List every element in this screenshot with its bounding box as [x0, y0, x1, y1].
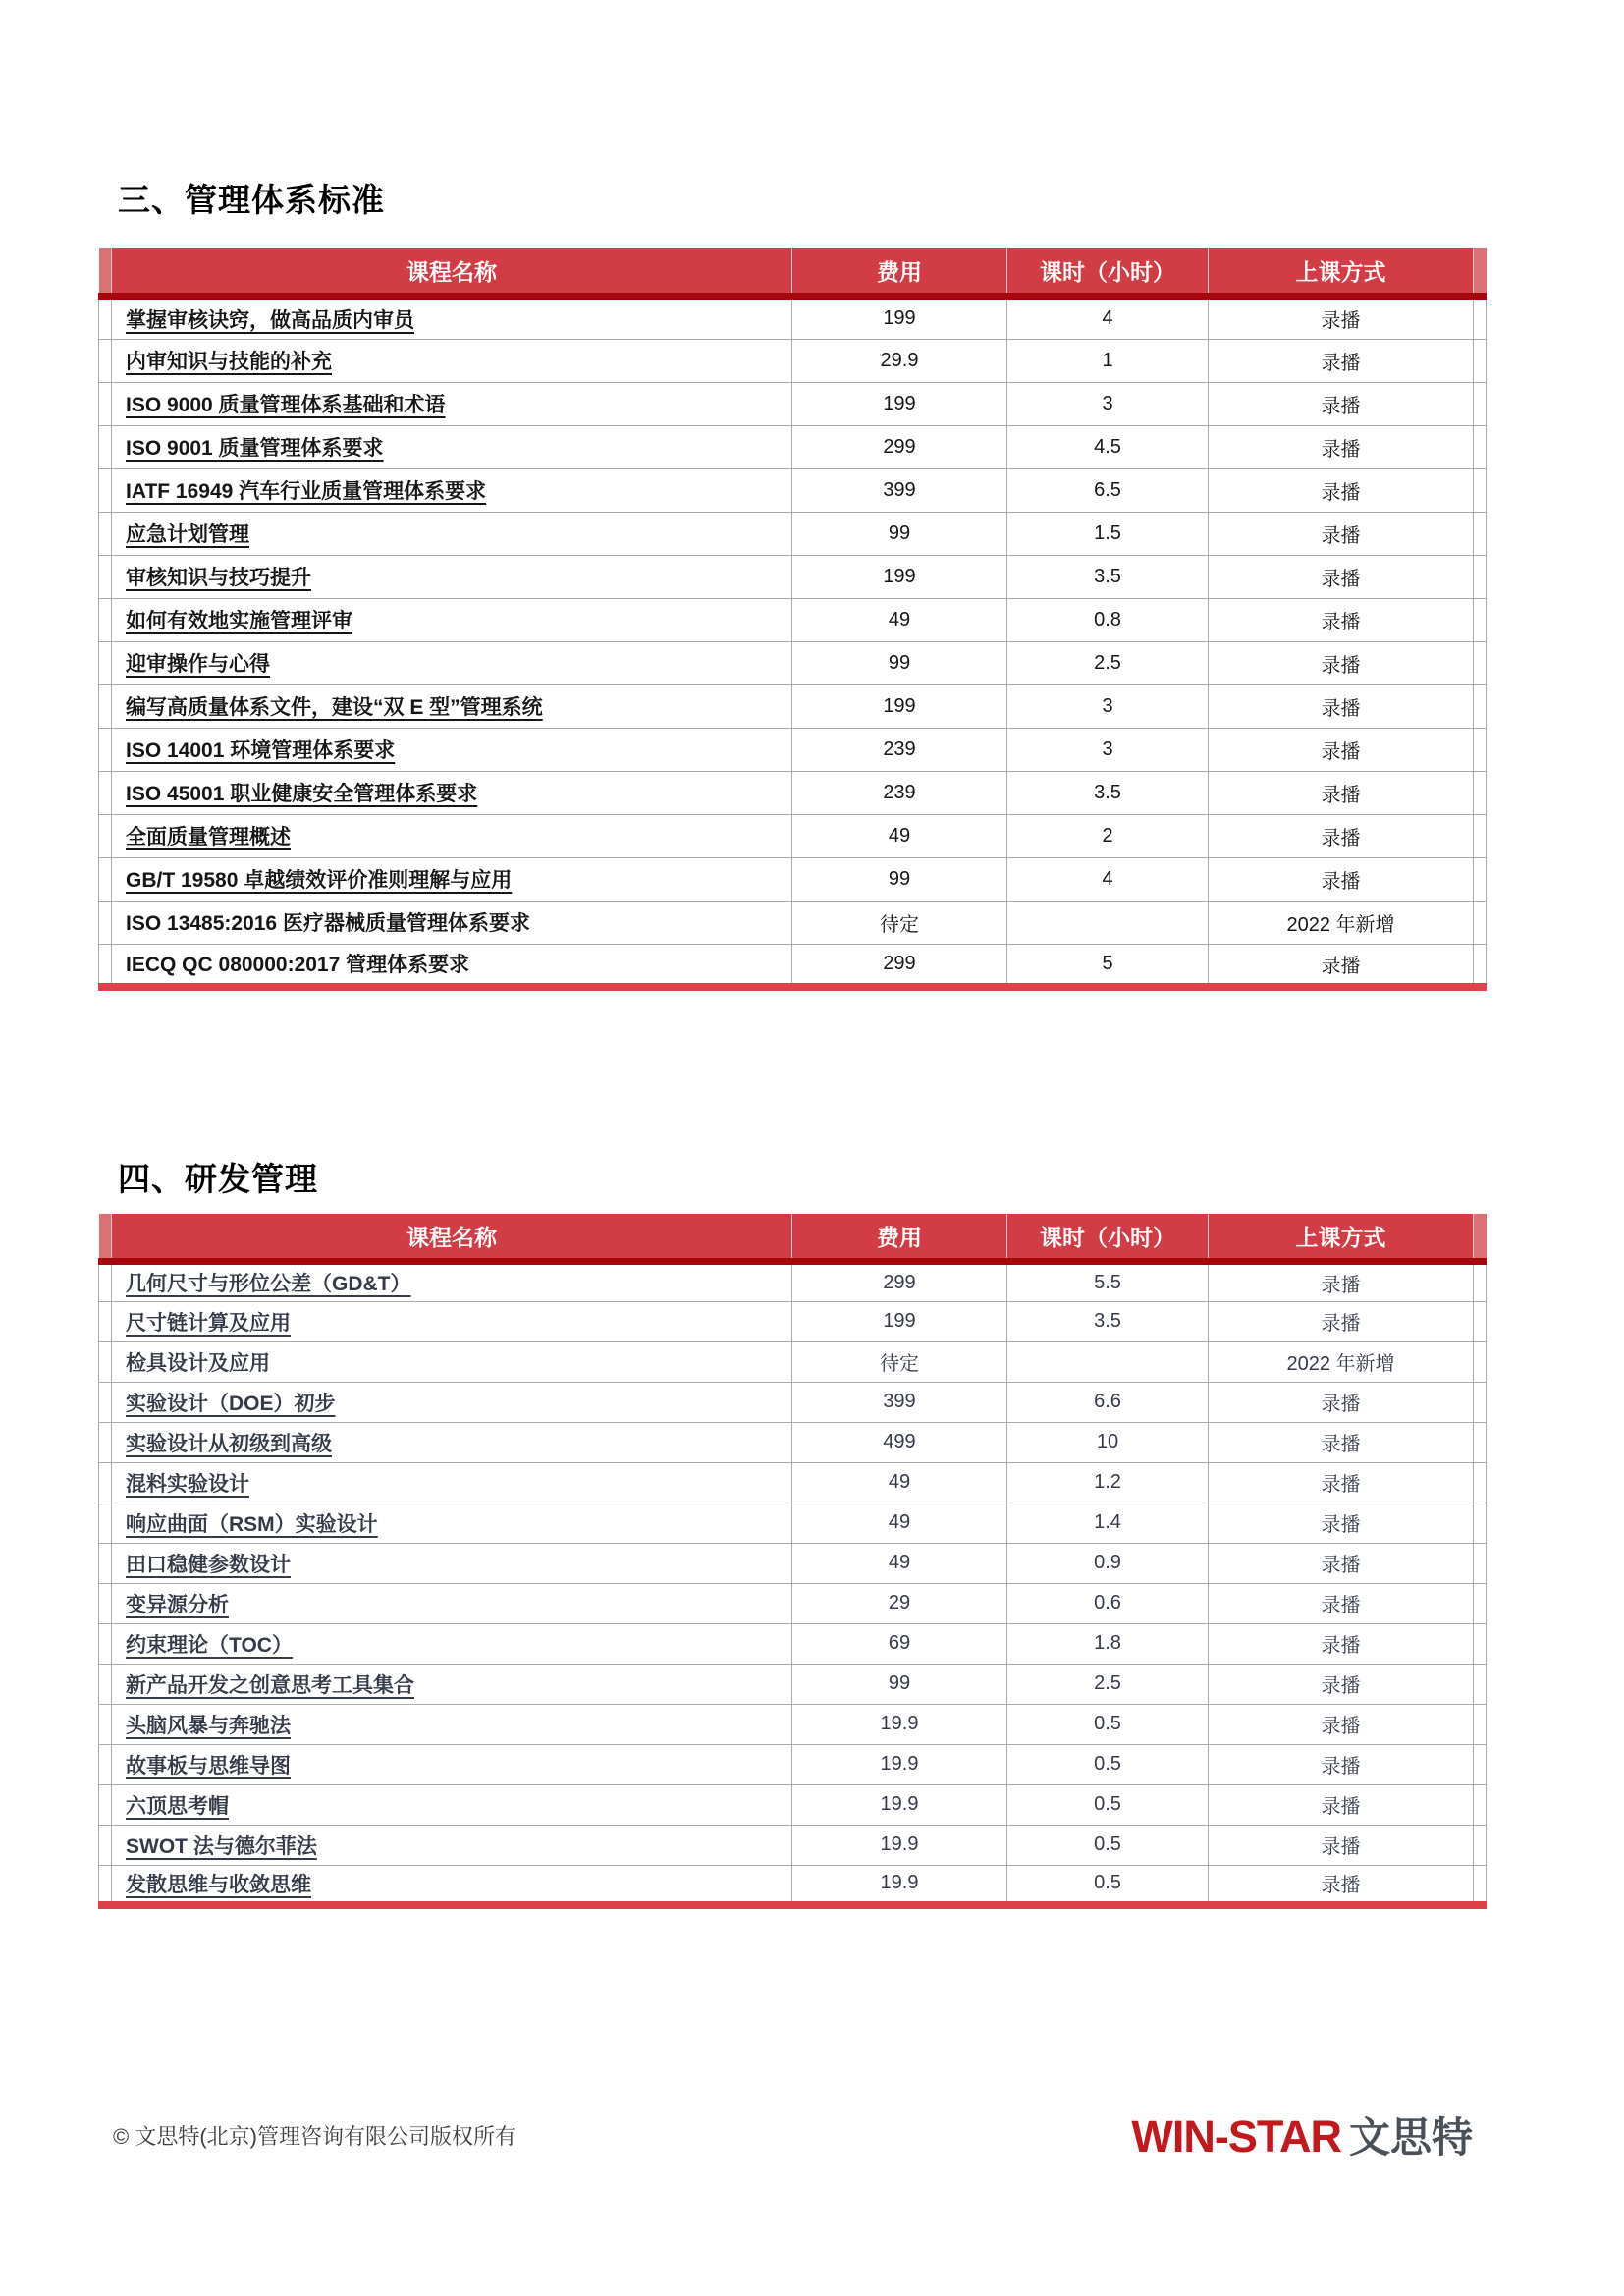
table-row — [99, 1341, 1487, 1382]
mode-cell: 录播 — [1209, 1301, 1474, 1341]
course-name-cell: ISO 13485:2016 医疗器械质量管理体系要求 — [112, 901, 792, 944]
row-edge-cell — [99, 1301, 112, 1341]
hours-cell: 0.6 — [1007, 1583, 1209, 1623]
table-row — [99, 1543, 1487, 1583]
fee-cell: 199 — [792, 296, 1007, 339]
table-row — [99, 1503, 1487, 1543]
table-row — [99, 1261, 1487, 1301]
fee-cell: 49 — [792, 1543, 1007, 1583]
fee-cell: 19.9 — [792, 1865, 1007, 1905]
course-name-cell[interactable]: 故事板与思维导图 — [112, 1744, 792, 1784]
row-edge-cell — [99, 901, 112, 944]
fee-cell: 19.9 — [792, 1744, 1007, 1784]
hours-cell: 1.4 — [1007, 1503, 1209, 1543]
fee-cell: 49 — [792, 814, 1007, 857]
header-edge-cell — [1474, 1214, 1487, 1261]
hours-cell: 2.5 — [1007, 641, 1209, 684]
mode-cell: 录播 — [1209, 555, 1474, 598]
hours-cell: 0.5 — [1007, 1784, 1209, 1825]
table-row — [99, 1583, 1487, 1623]
row-edge-cell — [1474, 512, 1487, 555]
row-edge-cell — [99, 1623, 112, 1664]
mode-cell: 录播 — [1209, 1704, 1474, 1744]
row-edge-cell — [1474, 1503, 1487, 1543]
course-name-cell[interactable]: 如何有效地实施管理评审 — [112, 598, 792, 641]
row-edge-cell — [99, 684, 112, 728]
row-edge-cell — [99, 641, 112, 684]
header-edge-cell — [99, 1214, 112, 1261]
table-header-row — [99, 1214, 1487, 1261]
course-name-cell: 检具设计及应用 — [112, 1341, 792, 1382]
fee-cell: 99 — [792, 1664, 1007, 1704]
mode-cell: 录播 — [1209, 857, 1474, 901]
row-edge-cell — [1474, 598, 1487, 641]
course-name-cell[interactable]: ISO 45001 职业健康安全管理体系要求 — [112, 771, 792, 814]
fee-cell: 399 — [792, 468, 1007, 512]
fee-cell: 29.9 — [792, 339, 1007, 382]
course-name-cell[interactable]: 头脑风暴与奔驰法 — [112, 1704, 792, 1744]
course-name-cell[interactable]: 发散思维与收敛思维 — [112, 1865, 792, 1905]
row-edge-cell — [99, 857, 112, 901]
column-header-course-name: 课程名称 — [112, 1214, 792, 1261]
mode-cell: 录播 — [1209, 296, 1474, 339]
table-row — [99, 598, 1487, 641]
header-edge-cell — [1474, 248, 1487, 296]
document-page — [98, 0, 1473, 2164]
course-name-cell[interactable]: 应急计划管理 — [112, 512, 792, 555]
table-row — [99, 512, 1487, 555]
row-edge-cell — [99, 1382, 112, 1422]
hours-cell: 3.5 — [1007, 555, 1209, 598]
row-edge-cell — [1474, 857, 1487, 901]
row-edge-cell — [99, 771, 112, 814]
mode-cell: 录播 — [1209, 1664, 1474, 1704]
page-footer — [98, 2105, 1473, 2164]
row-edge-cell — [99, 425, 112, 468]
row-edge-cell — [1474, 339, 1487, 382]
course-name-cell[interactable]: 内审知识与技能的补充 — [112, 339, 792, 382]
hours-cell: 6.6 — [1007, 1382, 1209, 1422]
mode-cell: 录播 — [1209, 1503, 1474, 1543]
table-row — [99, 1704, 1487, 1744]
table-row — [99, 944, 1487, 987]
header-edge-cell — [99, 248, 112, 296]
fee-cell: 239 — [792, 771, 1007, 814]
fee-cell: 19.9 — [792, 1784, 1007, 1825]
table-row — [99, 1301, 1487, 1341]
column-header-fee: 费用 — [792, 1214, 1007, 1261]
hours-cell: 5.5 — [1007, 1261, 1209, 1301]
fee-cell: 99 — [792, 512, 1007, 555]
fee-cell: 19.9 — [792, 1825, 1007, 1865]
table-header-row — [99, 248, 1487, 296]
row-edge-cell — [99, 728, 112, 771]
hours-cell: 0.5 — [1007, 1704, 1209, 1744]
course-name-cell[interactable]: ISO 9001 质量管理体系要求 — [112, 425, 792, 468]
mode-cell: 录播 — [1209, 944, 1474, 987]
course-name-cell[interactable]: 尺寸链计算及应用 — [112, 1301, 792, 1341]
row-edge-cell — [1474, 1784, 1487, 1825]
course-name-cell[interactable]: 实验设计（DOE）初步 — [112, 1382, 792, 1422]
fee-cell: 199 — [792, 555, 1007, 598]
row-edge-cell — [99, 512, 112, 555]
mode-cell: 录播 — [1209, 684, 1474, 728]
table-row — [99, 1422, 1487, 1462]
row-edge-cell — [99, 1462, 112, 1503]
course-name-cell[interactable]: 新产品开发之创意思考工具集合 — [112, 1664, 792, 1704]
table-row — [99, 1462, 1487, 1503]
table-row — [99, 1865, 1487, 1905]
row-edge-cell — [1474, 1744, 1487, 1784]
hours-cell: 1.8 — [1007, 1623, 1209, 1664]
fee-cell: 99 — [792, 641, 1007, 684]
hours-cell: 6.5 — [1007, 468, 1209, 512]
mode-cell: 录播 — [1209, 598, 1474, 641]
mode-cell: 录播 — [1209, 1623, 1474, 1664]
hours-cell: 0.5 — [1007, 1865, 1209, 1905]
management-standards-table — [98, 248, 1487, 991]
row-edge-cell — [99, 1865, 112, 1905]
rd-management-table — [98, 1214, 1487, 1909]
copyright-text: © 文思特(北京)管理咨询有限公司版权所有 — [113, 2123, 516, 2149]
row-edge-cell — [1474, 1704, 1487, 1744]
row-edge-cell — [1474, 382, 1487, 425]
table-row — [99, 771, 1487, 814]
course-name-cell[interactable]: 响应曲面（RSM）实验设计 — [112, 1503, 792, 1543]
mode-cell: 录播 — [1209, 1422, 1474, 1462]
winstar-logo-chinese: 文思特 — [1348, 2114, 1473, 2160]
mode-cell: 2022 年新增 — [1209, 901, 1474, 944]
table-row — [99, 468, 1487, 512]
table-row — [99, 728, 1487, 771]
table-header — [99, 248, 1487, 296]
row-edge-cell — [1474, 1825, 1487, 1865]
row-edge-cell — [1474, 1301, 1487, 1341]
mode-cell: 录播 — [1209, 1784, 1474, 1825]
hours-cell: 5 — [1007, 944, 1209, 987]
row-edge-cell — [99, 555, 112, 598]
table-row — [99, 901, 1487, 944]
course-name-cell[interactable]: ISO 9000 质量管理体系基础和术语 — [112, 382, 792, 425]
row-edge-cell — [99, 468, 112, 512]
hours-cell: 0.5 — [1007, 1744, 1209, 1784]
table-row — [99, 684, 1487, 728]
row-edge-cell — [99, 1744, 112, 1784]
row-edge-cell — [99, 1543, 112, 1583]
mode-cell: 录播 — [1209, 1865, 1474, 1905]
course-name-cell[interactable]: 掌握审核诀窍，做高品质内审员 — [112, 296, 792, 339]
course-name-cell[interactable]: GB/T 19580 卓越绩效评价准则理解与应用 — [112, 857, 792, 901]
course-name-cell[interactable]: ISO 14001 环境管理体系要求 — [112, 728, 792, 771]
mode-cell: 录播 — [1209, 771, 1474, 814]
fee-cell: 399 — [792, 1382, 1007, 1422]
row-edge-cell — [1474, 1462, 1487, 1503]
row-edge-cell — [1474, 641, 1487, 684]
fee-cell: 199 — [792, 1301, 1007, 1341]
table-row — [99, 296, 1487, 339]
table-row — [99, 1744, 1487, 1784]
hours-cell — [1007, 901, 1209, 944]
mode-cell: 录播 — [1209, 1462, 1474, 1503]
course-name-cell: IECQ QC 080000:2017 管理体系要求 — [112, 944, 792, 987]
mode-cell: 录播 — [1209, 728, 1474, 771]
row-edge-cell — [1474, 728, 1487, 771]
row-edge-cell — [1474, 684, 1487, 728]
fee-cell: 19.9 — [792, 1704, 1007, 1744]
table-row — [99, 425, 1487, 468]
course-name-cell[interactable]: 审核知识与技巧提升 — [112, 555, 792, 598]
row-edge-cell — [1474, 944, 1487, 987]
course-name-cell[interactable]: 混料实验设计 — [112, 1462, 792, 1503]
course-name-cell[interactable]: 六顶思考帽 — [112, 1784, 792, 1825]
hours-cell — [1007, 1341, 1209, 1382]
hours-cell: 3 — [1007, 382, 1209, 425]
course-name-cell[interactable]: 田口稳健参数设计 — [112, 1543, 792, 1583]
row-edge-cell — [1474, 1623, 1487, 1664]
hours-cell: 4 — [1007, 296, 1209, 339]
mode-cell: 2022 年新增 — [1209, 1341, 1474, 1382]
hours-cell: 10 — [1007, 1422, 1209, 1462]
row-edge-cell — [99, 814, 112, 857]
course-name-cell[interactable]: 实验设计从初级到高级 — [112, 1422, 792, 1462]
mode-cell: 录播 — [1209, 425, 1474, 468]
hours-cell: 4.5 — [1007, 425, 1209, 468]
mode-cell: 录播 — [1209, 1825, 1474, 1865]
row-edge-cell — [1474, 901, 1487, 944]
row-edge-cell — [1474, 1341, 1487, 1382]
row-edge-cell — [99, 296, 112, 339]
table-header — [99, 1214, 1487, 1261]
fee-cell: 49 — [792, 1503, 1007, 1543]
hours-cell: 3.5 — [1007, 1301, 1209, 1341]
hours-cell: 0.9 — [1007, 1543, 1209, 1583]
mode-cell: 录播 — [1209, 1744, 1474, 1784]
row-edge-cell — [1474, 1382, 1487, 1422]
table-row — [99, 339, 1487, 382]
hours-cell: 0.8 — [1007, 598, 1209, 641]
row-edge-cell — [99, 1664, 112, 1704]
course-name-cell[interactable]: SWOT 法与德尔菲法 — [112, 1825, 792, 1865]
row-edge-cell — [1474, 1664, 1487, 1704]
row-edge-cell — [99, 1503, 112, 1543]
row-edge-cell — [1474, 1865, 1487, 1905]
course-name-cell[interactable]: 几何尺寸与形位公差（GD&T） — [112, 1261, 792, 1301]
row-edge-cell — [1474, 771, 1487, 814]
fee-cell: 239 — [792, 728, 1007, 771]
fee-cell: 99 — [792, 857, 1007, 901]
row-edge-cell — [99, 1784, 112, 1825]
section-4-heading: 四、研发管理 — [118, 1161, 318, 1197]
row-edge-cell — [1474, 425, 1487, 468]
column-header-mode: 上课方式 — [1209, 248, 1474, 296]
fee-cell: 199 — [792, 382, 1007, 425]
row-edge-cell — [99, 1583, 112, 1623]
mode-cell: 录播 — [1209, 1543, 1474, 1583]
winstar-logo-latin: WIN-STAR — [1131, 2111, 1341, 2161]
fee-cell: 199 — [792, 684, 1007, 728]
mode-cell: 录播 — [1209, 1261, 1474, 1301]
hours-cell: 1.5 — [1007, 512, 1209, 555]
row-edge-cell — [1474, 1583, 1487, 1623]
row-edge-cell — [99, 339, 112, 382]
hours-cell: 2 — [1007, 814, 1209, 857]
table-row — [99, 1382, 1487, 1422]
row-edge-cell — [1474, 814, 1487, 857]
mode-cell: 录播 — [1209, 1583, 1474, 1623]
fee-cell: 49 — [792, 598, 1007, 641]
mode-cell: 录播 — [1209, 512, 1474, 555]
row-edge-cell — [1474, 555, 1487, 598]
row-edge-cell — [99, 1825, 112, 1865]
column-header-hours: 课时（小时） — [1007, 248, 1209, 296]
row-edge-cell — [99, 1422, 112, 1462]
mode-cell: 录播 — [1209, 1382, 1474, 1422]
mode-cell: 录播 — [1209, 468, 1474, 512]
mode-cell: 录播 — [1209, 641, 1474, 684]
column-header-fee: 费用 — [792, 248, 1007, 296]
table-row — [99, 1825, 1487, 1865]
hours-cell: 2.5 — [1007, 1664, 1209, 1704]
hours-cell: 1 — [1007, 339, 1209, 382]
table-row — [99, 641, 1487, 684]
course-name-cell[interactable]: 约束理论（TOC） — [112, 1623, 792, 1664]
fee-cell: 69 — [792, 1623, 1007, 1664]
mode-cell: 录播 — [1209, 814, 1474, 857]
course-name-cell[interactable]: 编写高质量体系文件，建设“双 E 型”管理系统 — [112, 684, 792, 728]
section-3-heading: 三、管理体系标准 — [118, 182, 385, 218]
fee-cell: 299 — [792, 1261, 1007, 1301]
mode-cell: 录播 — [1209, 339, 1474, 382]
row-edge-cell — [1474, 296, 1487, 339]
fee-cell: 49 — [792, 1462, 1007, 1503]
fee-cell: 299 — [792, 944, 1007, 987]
course-name-cell[interactable]: 全面质量管理概述 — [112, 814, 792, 857]
row-edge-cell — [99, 1704, 112, 1744]
row-edge-cell — [99, 1341, 112, 1382]
row-edge-cell — [1474, 1261, 1487, 1301]
row-edge-cell — [99, 1261, 112, 1301]
fee-cell: 待定 — [792, 1341, 1007, 1382]
row-edge-cell — [99, 598, 112, 641]
hours-cell: 0.5 — [1007, 1825, 1209, 1865]
table-row — [99, 857, 1487, 901]
course-name-cell[interactable]: IATF 16949 汽车行业质量管理体系要求 — [112, 468, 792, 512]
row-edge-cell — [99, 944, 112, 987]
table-row — [99, 1784, 1487, 1825]
fee-cell: 待定 — [792, 901, 1007, 944]
row-edge-cell — [1474, 468, 1487, 512]
row-edge-cell — [99, 382, 112, 425]
hours-cell: 1.2 — [1007, 1462, 1209, 1503]
fee-cell: 299 — [792, 425, 1007, 468]
table-row — [99, 1623, 1487, 1664]
hours-cell: 4 — [1007, 857, 1209, 901]
hours-cell: 3 — [1007, 684, 1209, 728]
hours-cell: 3.5 — [1007, 771, 1209, 814]
hours-cell: 3 — [1007, 728, 1209, 771]
course-name-cell[interactable]: 变异源分析 — [112, 1583, 792, 1623]
winstar-logo — [1131, 2105, 1473, 2164]
table-row — [99, 382, 1487, 425]
fee-cell: 499 — [792, 1422, 1007, 1462]
table-row — [99, 1664, 1487, 1704]
table-row — [99, 555, 1487, 598]
column-header-course-name: 课程名称 — [112, 248, 792, 296]
row-edge-cell — [1474, 1543, 1487, 1583]
course-name-cell[interactable]: 迎审操作与心得 — [112, 641, 792, 684]
row-edge-cell — [1474, 1422, 1487, 1462]
table-row — [99, 814, 1487, 857]
fee-cell: 29 — [792, 1583, 1007, 1623]
mode-cell: 录播 — [1209, 382, 1474, 425]
column-header-mode: 上课方式 — [1209, 1214, 1474, 1261]
column-header-hours: 课时（小时） — [1007, 1214, 1209, 1261]
